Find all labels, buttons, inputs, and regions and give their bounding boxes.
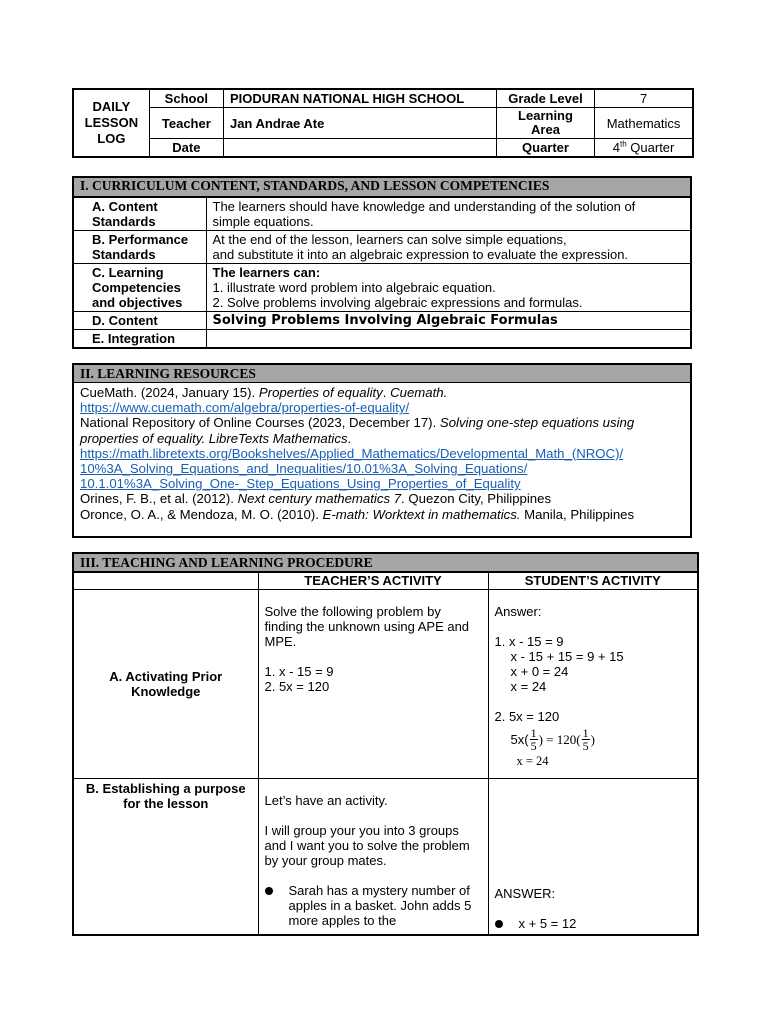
ref-link[interactable]: https://math.libretexts.org/Bookshelves/Applied_Mathematics/Developmental_Math_(NROC)/ (80, 445, 624, 461)
row-b-bullet (265, 883, 482, 928)
quarter-word: Quarter (626, 140, 675, 155)
answer-result: x = 24 (516, 754, 549, 768)
teacher-label: Teacher (149, 108, 223, 139)
quarter-value (595, 139, 693, 158)
reference-item (80, 491, 684, 506)
fraction-numerator: 1 (582, 725, 589, 740)
school-value: PIODURAN NATIONAL HIGH SCHOOL (223, 89, 496, 108)
ref-text: National Repository of Online Courses (2023, December 17). (80, 415, 440, 431)
curriculum-title: I. CURRICULUM CONTENT, STANDARDS, AND LESSON COMPETENCIES (74, 178, 690, 197)
grade-label: Grade Level (496, 89, 594, 108)
area-value: Mathematics (595, 108, 693, 139)
row-b-intro: Let’s have an activity. (264, 793, 388, 808)
integration-label: E. Integration (74, 330, 206, 347)
curriculum-table (74, 197, 690, 347)
competencies-lead: The learners can: (212, 265, 321, 280)
content-standards-value (206, 198, 690, 231)
ref-text: . (347, 430, 352, 446)
row-b-answer-label: ANSWER: (494, 886, 556, 901)
ref-title: E-math: Worktext in mathematics. (322, 506, 521, 522)
row-b-answer-text: x + 5 = 12 (518, 916, 577, 931)
content-standards-line: simple equations. (212, 214, 314, 229)
activating-prior-knowledge-label: A. Activating Prior Knowledge (74, 590, 258, 779)
ref-text: Orines, F. B., et al. (2012). (80, 491, 238, 507)
content-label: D. Content (74, 312, 206, 330)
student-activity-header: STUDENT’S ACTIVITY (488, 573, 697, 590)
fraction (530, 727, 538, 752)
row-b-answer (495, 916, 692, 931)
header-table (72, 88, 694, 158)
quarter-num: 4 (612, 140, 621, 155)
establishing-purpose-label: B. Establishing a purpose for the lesson (74, 779, 258, 934)
grade-value: 7 (595, 89, 693, 108)
ref-title: Cuemath. (390, 385, 448, 400)
fraction-denominator: 5 (582, 738, 589, 753)
ref-text: CueMath. (2024, January 15). (80, 385, 259, 400)
row-a-problem: 1. x - 15 = 9 (264, 664, 334, 679)
fraction-denominator: 5 (530, 738, 537, 753)
ref-link[interactable]: 10.1.01%3A_Solving_One-_Step_Equations_Using_Properties_of_Equality (80, 476, 521, 492)
answer-step: x + 0 = 24 (510, 664, 569, 679)
answer-text: 5x( (510, 731, 529, 747)
quarter-label: Quarter (496, 139, 594, 158)
curriculum-section (72, 176, 692, 349)
ref-link[interactable]: https://www.cuemath.com/algebra/properties-of-equality/ (80, 400, 410, 416)
row-a-teacher (258, 590, 488, 779)
row-b-teacher (258, 779, 488, 934)
ref-title: Properties of equality (258, 385, 383, 400)
content-standards-line: The learners should have knowledge and understanding of the solution of (212, 199, 636, 214)
quarter-sup: th (620, 139, 627, 149)
row-a-teacher-text: Solve the following problem by finding the unknown using APE and MPE. (264, 604, 470, 649)
answer-text: ) = 120( (538, 731, 581, 747)
competencies-value (206, 264, 690, 312)
row-b-student (488, 779, 697, 934)
resources-title: II. LEARNING RESOURCES (74, 365, 690, 383)
answer-step: x = 24 (510, 679, 547, 694)
area-label: Learning Area (496, 108, 594, 139)
bullet-icon (265, 887, 273, 895)
row-a-problem: 2. 5x = 120 (264, 679, 330, 694)
answer-step-fraction (495, 724, 692, 754)
performance-standards-line: At the end of the lesson, learners can solve simple equations, (212, 232, 567, 247)
competencies-label: C. Learning Competencies and objectives (74, 264, 206, 312)
fraction-numerator: 1 (530, 725, 537, 740)
row-a-student (488, 590, 697, 779)
performance-standards-line: and substitute it into an algebraic expression to evaluate the expression. (212, 247, 629, 262)
row-a-answer-label: Answer: (494, 604, 542, 619)
school-label: School (149, 89, 223, 108)
ref-title: Next century mathematics 7 (237, 491, 402, 507)
resources-section (72, 363, 692, 538)
answer-step: 1. x - 15 = 9 (494, 634, 564, 649)
ref-link[interactable]: 10%3A_Solving_Equations_and_Inequalities/10.01%3A_Solving_Equations/ (80, 461, 528, 477)
procedure-section (72, 552, 699, 936)
integration-value (206, 330, 690, 347)
ref-text: . (382, 385, 391, 400)
log-title (73, 89, 149, 157)
procedure-blank-header (74, 573, 258, 590)
answer-text: ) (590, 731, 595, 747)
procedure-title: III. TEACHING AND LEARNING PROCEDURE (74, 554, 697, 572)
ref-title: Solving one-step equations using properties of equality. LibreTexts Mathematics (80, 415, 635, 446)
row-b-bullet-text: Sarah has a mystery number of apples in a basket. John adds 5 more apples to the (288, 883, 472, 928)
reference-list (74, 383, 690, 522)
content-standards-label: A. Content Standards (74, 198, 206, 231)
teacher-value: Jan Andrae Ate (223, 108, 496, 139)
reference-item (80, 507, 684, 522)
competency-item: 2. Solve problems involving algebraic expressions and formulas. (212, 295, 583, 310)
performance-standards-value (206, 231, 690, 264)
answer-step: x - 15 + 15 = 9 + 15 (510, 649, 624, 664)
teacher-activity-header: TEACHER’S ACTIVITY (258, 573, 488, 590)
procedure-table (74, 572, 697, 934)
performance-standards-label: B. Performance Standards (74, 231, 206, 264)
bullet-icon (495, 920, 503, 928)
reference-item (80, 415, 684, 445)
row-b-instructions: I will group your you into 3 groups and I want you to solve the problem by your group mates. (264, 823, 470, 868)
date-value (223, 139, 496, 158)
ref-text: Oronce, O. A., & Mendoza, M. O. (2010). (80, 506, 323, 522)
ref-text: Manila, Philippines (520, 506, 635, 522)
fraction (582, 727, 590, 752)
competency-item: 1. illustrate word problem into algebraic equation. (212, 280, 496, 295)
reference-item (80, 385, 684, 400)
answer-step: 2. 5x = 120 (494, 709, 560, 724)
date-label: Date (149, 139, 223, 158)
log-title-text: DAILY LESSON LOG (84, 99, 139, 146)
content-value: Solving Problems Involving Algebraic Formulas (206, 312, 690, 330)
ref-text: . Quezon City, Philippines (401, 491, 552, 507)
